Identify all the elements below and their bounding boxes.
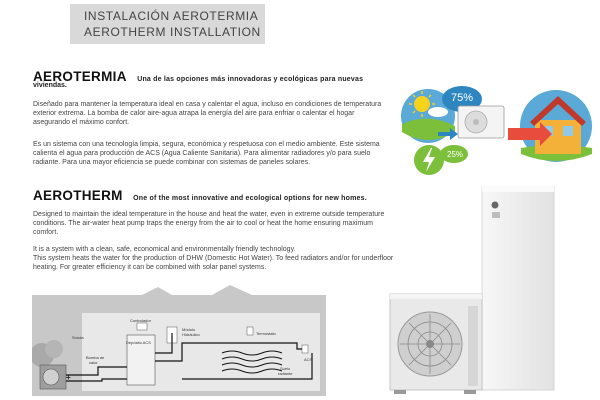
- spanish-paragraph-1: Diseñado para mantener la temperatura ideal en casa y calentar el agua, incluso en condiciones de temperatura exterior extrema. La bomba de calor aire-agua atrapa la energía del aire para enfriar o calentar el hogar asegurando el máximo confort.: [33, 101, 382, 126]
- label-dhw: ACS: [304, 357, 313, 362]
- percent-electric: 25%: [447, 150, 464, 159]
- english-paragraph-2: It is a system with a clean, safe, economical and environmentally friendly technology. This system heats the water for the production of DHW (Domestic Hot Water). To feed radiators and/or for underfloor heating. For greater efficiency it can be combined with solar panel systems.: [33, 246, 394, 271]
- spanish-heading-row: [33, 68, 398, 86]
- brand-logo-icon: [492, 202, 499, 209]
- spanish-subheading: Una de las opciones más innovadoras y ecológicas para nuevas: [137, 76, 364, 83]
- header-title-en: AEROTHERM INSTALLATION: [84, 25, 261, 39]
- english-subheading: One of the most innovative and ecological options for new homes.: [133, 195, 367, 202]
- label-pump: Bomba de: [86, 355, 105, 360]
- spanish-paragraph-2: Es un sistema con una tecnología limpia, segura, económica y respetuosa con el medio ambiente. Este sistema calienta el agua para producción de ACS (Agua Caliente Sanitaria). Para alimentar radiadores y/o para suelo radiante. Para una mayor eficiencia se puede combinar con sistemas de paneles solares.: [33, 141, 380, 166]
- english-heading: AEROTHERM: [33, 188, 123, 203]
- installation-diagram: [32, 283, 326, 396]
- label-probe: Sonda: [72, 335, 84, 340]
- label-pump-2: calor: [89, 360, 98, 365]
- indoor-unit: [482, 186, 554, 390]
- english-paragraph-1: Designed to maintain the ideal temperature in the house and heat the water, even in extreme outside temperature conditions. The air-water heat pump traps the energy from the air to cool or heat the home ensuring maximum comfort.: [33, 211, 385, 236]
- spanish-subheading-cont: viviendas.: [33, 82, 67, 89]
- svg-text:+: +: [66, 373, 71, 382]
- header-title-es: INSTALACIÓN AEROTERMIA: [84, 9, 259, 23]
- label-floor: Suelo: [280, 366, 291, 371]
- label-controller: Controlador: [130, 318, 151, 323]
- label-module: Módulo: [182, 327, 196, 332]
- english-heading-row: [33, 187, 398, 205]
- outdoor-unit: [390, 294, 482, 394]
- label-thermostat: Termostato: [256, 331, 276, 336]
- label-module-2: Hidráulico: [182, 332, 200, 337]
- label-floor-2: radiante: [278, 371, 293, 376]
- label-tank: Depósito ACS: [126, 340, 151, 345]
- percent-air: 75%: [451, 92, 474, 104]
- energy-illustration: [398, 82, 594, 182]
- product-units: [380, 186, 580, 396]
- spanish-heading: AEROTERMIA: [33, 69, 127, 84]
